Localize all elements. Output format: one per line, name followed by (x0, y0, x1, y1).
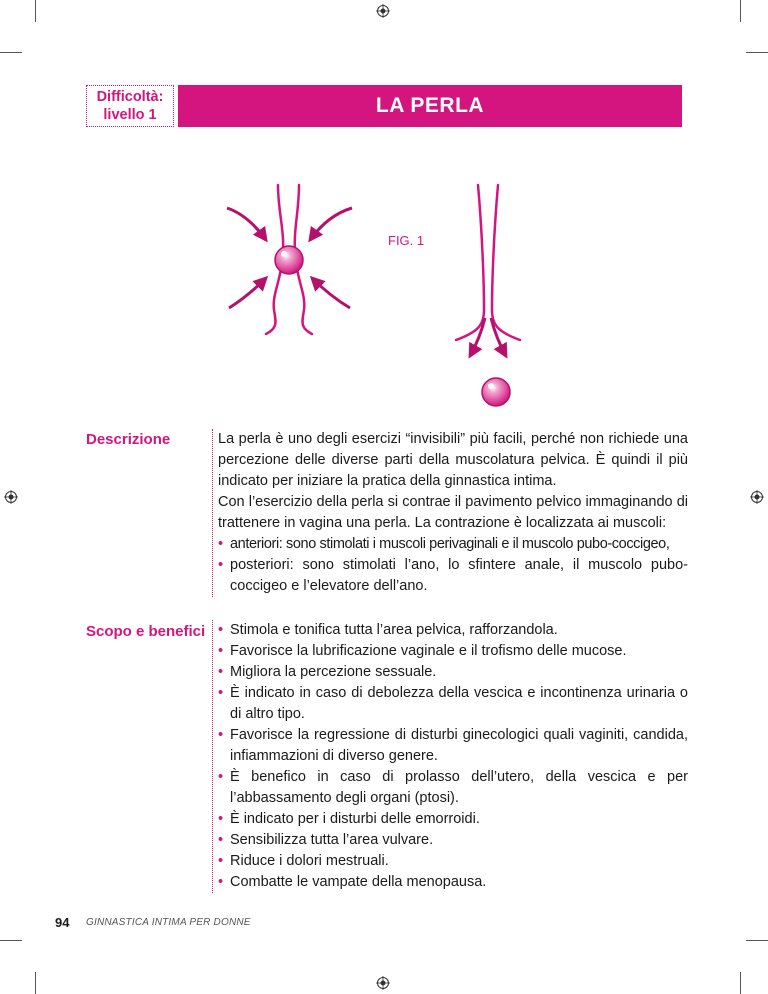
crop-mark (746, 52, 768, 53)
crop-mark (740, 0, 741, 22)
list-item: • anteriori: sono stimolati i muscoli perivaginali e il muscolo pubo-coccigeo, (218, 534, 688, 555)
running-footer: GINNASTICA INTIMA PER DONNE (86, 917, 251, 928)
page-title (178, 85, 682, 127)
page-title-text: LA PERLA (375, 94, 485, 117)
pearl-icon (482, 378, 510, 406)
registration-mark-icon (4, 490, 18, 504)
contracted-canal (227, 185, 352, 334)
benefits-body (212, 620, 688, 893)
crop-mark (740, 972, 741, 994)
crop-mark (35, 0, 36, 22)
crop-mark (0, 940, 22, 941)
relaxed-canal (456, 185, 520, 406)
registration-mark-icon (750, 490, 764, 504)
list-item: • È benefico in caso di prolasso dell’utero, della vescica e per l’abbassamento degli organi (ptosi). (218, 767, 688, 809)
benefits-list (218, 620, 688, 893)
list-item: • Riduce i dolori mestruali. (218, 851, 688, 872)
muscle-list (218, 534, 688, 597)
description-label: Descrizione (86, 431, 171, 448)
description-paragraph: Con l’esercizio della perla si contrae il pavimento pelvico immaginando di trattenere in vagina una perla. La contrazione è localizzata ai muscoli: (218, 494, 688, 531)
crop-mark (0, 52, 22, 53)
difficulty-label: Difficoltà: (96, 89, 164, 105)
crop-mark (746, 940, 768, 941)
list-item: • posteriori: sono stimolati l’ano, lo sfintere anale, il muscolo pubo-coccigeo e l’elevatore dell’ano. (218, 555, 688, 597)
difficulty-box (86, 85, 174, 127)
benefits-label: Scopo e benefici (86, 623, 206, 640)
pearl-icon (275, 246, 303, 274)
pearl-exercise-figure (200, 170, 560, 430)
description-body (212, 429, 688, 597)
difficulty-level: livello 1 (103, 107, 157, 123)
list-item: • Sensibilizza tutta l’area vulvare. (218, 830, 688, 851)
list-item: • È indicato per i disturbi delle emorroidi. (218, 809, 688, 830)
registration-mark-icon (376, 4, 390, 18)
list-item: • Favorisce la regressione di disturbi ginecologici quali vaginiti, candida, infiammazioni di diverso genere. (218, 725, 688, 767)
list-item: • Favorisce la lubrificazione vaginale e il trofismo delle mucose. (218, 641, 688, 662)
list-item: • Combatte le vampate della menopausa. (218, 872, 688, 893)
page-number: 94 (55, 915, 70, 930)
list-item: • Stimola e tonifica tutta l’area pelvica, rafforzandola. (218, 620, 688, 641)
figure-label: FIG. 1 (388, 233, 425, 248)
crop-mark (35, 972, 36, 994)
list-item: • Migliora la percezione sessuale. (218, 662, 688, 683)
description-paragraph: La perla è uno degli esercizi “invisibili” più facili, perché non richiede una percezione delle diverse parti della muscolatura pelvica. È quindi il più indicato per iniziare la pratica della ginnastica intima. (218, 431, 688, 489)
registration-mark-icon (376, 976, 390, 990)
list-item: • È indicato in caso di debolezza della vescica e incontinenza urinaria o di altro tipo. (218, 683, 688, 725)
